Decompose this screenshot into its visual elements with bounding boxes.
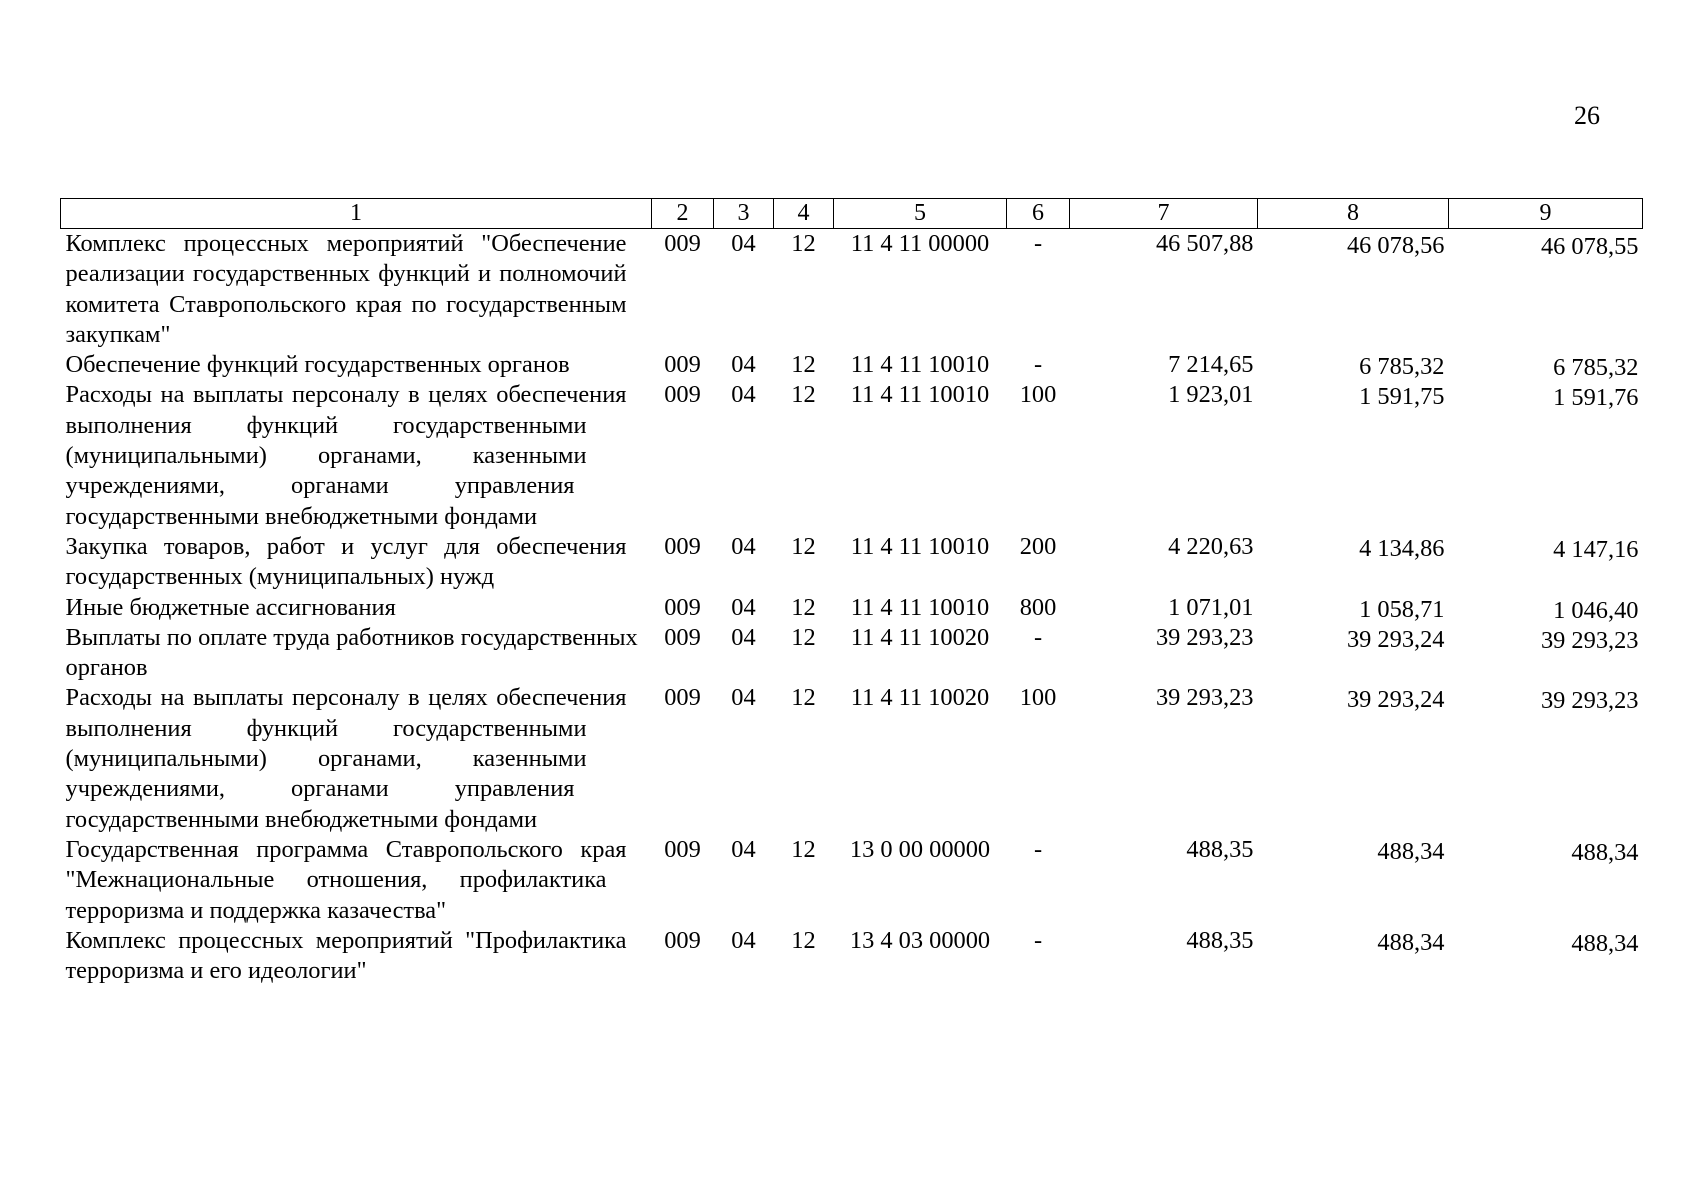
expense-type-code-cell: - <box>1033 351 1043 379</box>
description-line: Обеспечение функций государственных органов <box>65 351 570 379</box>
table-row <box>61 623 1643 684</box>
amount-col-8-cell: 488,34 <box>1377 837 1445 865</box>
amount-col-9-cell: 488,34 <box>1571 838 1639 866</box>
description-line: Закупка товаров, работ и услуг для обеспечения <box>65 532 627 560</box>
subsection-code-cell: 12 <box>791 351 816 379</box>
header-cell: 2 <box>652 199 714 229</box>
description-line: Комплекс процессных мероприятий "Обеспечение <box>65 230 627 257</box>
expense-type-code-cell: - <box>1033 623 1043 651</box>
section-code-cell: 04 <box>731 835 756 863</box>
amount-col-9-cell: 39 293,23 <box>1540 626 1639 654</box>
department-code-cell: 009 <box>664 230 701 257</box>
amount-col-8-cell: 1 591,75 <box>1359 383 1445 411</box>
department-code-cell: 009 <box>664 623 701 651</box>
target-item-code-cell: 13 4 03 00000 <box>849 926 991 954</box>
header-cell: 6 <box>1007 199 1070 229</box>
amount-col-9-cell: 488,34 <box>1571 929 1639 957</box>
amount-col-7-cell: 488,35 <box>1186 926 1254 954</box>
description-cell <box>61 835 652 926</box>
target-item-code-cell: 11 4 11 10010 <box>850 351 990 379</box>
amount-col-7-cell: 39 293,23 <box>1155 623 1254 651</box>
description-line: выполнения функций государственными <box>65 714 587 742</box>
header-cell: 8 <box>1258 199 1449 229</box>
table-body <box>61 199 1643 987</box>
section-code-cell: 04 <box>731 623 756 651</box>
department-code-cell: 009 <box>664 684 701 712</box>
expense-type-code-cell: 100 <box>1019 684 1057 712</box>
table-row <box>61 593 1643 623</box>
description-cell <box>61 683 652 834</box>
description-cell <box>61 380 652 531</box>
subsection-code-cell: 12 <box>791 835 816 863</box>
description-line: государственными внебюджетными фондами <box>65 805 538 833</box>
amount-col-9-cell: 46 078,55 <box>1540 233 1639 260</box>
amount-col-9-cell: 6 785,32 <box>1553 354 1639 382</box>
description-line: закупкам" <box>65 320 171 348</box>
amount-col-8-cell: 39 293,24 <box>1346 686 1445 714</box>
department-code-cell: 009 <box>664 926 701 954</box>
description-line: Расходы на выплаты персоналу в целях обеспечения <box>65 381 627 409</box>
target-item-code-cell: 11 4 11 00000 <box>850 230 990 257</box>
expense-type-code-cell: - <box>1033 926 1043 954</box>
description-line: (муниципальными) органами, казенными <box>65 745 587 773</box>
table-row <box>61 350 1643 380</box>
expense-type-code-cell: - <box>1033 230 1043 257</box>
description-cell <box>61 926 652 987</box>
amount-col-8-cell: 39 293,24 <box>1346 625 1445 653</box>
description-line: учреждениями, органами управления <box>65 775 575 803</box>
description-cell <box>61 350 652 380</box>
amount-col-9-cell: 4 147,16 <box>1553 535 1639 563</box>
target-item-code-cell: 11 4 11 10010 <box>850 381 990 409</box>
amount-col-8-cell: 4 134,86 <box>1359 534 1445 562</box>
description-line: учреждениями, органами управления <box>65 472 575 500</box>
department-code-cell: 009 <box>664 835 701 863</box>
description-line: "Межнациональные отношения, профилактика <box>65 866 607 894</box>
header-cell: 7 <box>1070 199 1258 229</box>
description-cell <box>61 593 652 623</box>
amount-col-8-cell: 46 078,56 <box>1346 232 1445 259</box>
section-code-cell: 04 <box>731 230 756 257</box>
expense-type-code-cell: 200 <box>1019 532 1057 560</box>
subsection-code-cell: 12 <box>791 230 816 257</box>
subsection-code-cell: 12 <box>791 593 816 621</box>
amount-col-7-cell: 1 923,01 <box>1168 381 1254 409</box>
description-line: (муниципальными) органами, казенными <box>65 442 587 470</box>
section-code-cell: 04 <box>731 593 756 621</box>
expense-type-code-cell: - <box>1033 835 1043 863</box>
table-row <box>61 683 1643 834</box>
amount-col-8-cell: 1 058,71 <box>1359 595 1445 623</box>
description-cell <box>61 532 652 593</box>
amount-col-9-cell: 39 293,23 <box>1540 687 1639 715</box>
amount-col-7-cell: 46 507,88 <box>1155 230 1254 257</box>
header-cell: 9 <box>1449 199 1643 229</box>
description-line: терроризма и его идеологии" <box>65 957 367 985</box>
subsection-code-cell: 12 <box>791 381 816 409</box>
target-item-code-cell: 11 4 11 10010 <box>850 593 990 621</box>
amount-col-9-cell: 1 046,40 <box>1553 596 1639 624</box>
amount-col-7-cell: 7 214,65 <box>1168 351 1254 379</box>
description-cell <box>61 623 652 684</box>
header-cell: 5 <box>834 199 1007 229</box>
amount-col-7-cell: 4 220,63 <box>1168 532 1254 560</box>
section-code-cell: 04 <box>731 926 756 954</box>
table-row <box>61 926 1643 987</box>
section-code-cell: 04 <box>731 381 756 409</box>
department-code-cell: 009 <box>664 532 701 560</box>
amount-col-7-cell: 1 071,01 <box>1168 593 1254 621</box>
header-cell: 1 <box>61 199 652 229</box>
target-item-code-cell: 11 4 11 10020 <box>850 684 990 712</box>
subsection-code-cell: 12 <box>791 926 816 954</box>
department-code-cell: 009 <box>664 381 701 409</box>
header-cell: 3 <box>714 199 774 229</box>
target-item-code-cell: 11 4 11 10010 <box>850 532 990 560</box>
description-line: Выплаты по оплате труда работников государственных <box>65 623 638 651</box>
description-line: Государственная программа Ставропольского края <box>65 835 627 863</box>
table-row <box>61 532 1643 593</box>
subsection-code-cell: 12 <box>791 684 816 712</box>
amount-col-8-cell: 488,34 <box>1377 928 1445 956</box>
page-number: 26 <box>1574 101 1600 130</box>
target-item-code-cell: 13 0 00 00000 <box>849 835 991 863</box>
description-line: Комплекс процессных мероприятий "Профилактика <box>65 926 627 954</box>
description-cell <box>61 229 652 351</box>
description-line: терроризма и поддержка казачества" <box>65 896 447 924</box>
description-line: Иные бюджетные ассигнования <box>65 593 396 621</box>
description-line: комитета Ставропольского края по государственным <box>65 290 627 318</box>
description-line: органов <box>65 654 148 682</box>
amount-col-7-cell: 39 293,23 <box>1155 684 1254 712</box>
subsection-code-cell: 12 <box>791 532 816 560</box>
target-item-code-cell: 11 4 11 10020 <box>850 623 990 651</box>
header-cell: 4 <box>774 199 834 229</box>
table-header-row <box>61 199 1643 229</box>
department-code-cell: 009 <box>664 351 701 379</box>
amount-col-7-cell: 488,35 <box>1186 835 1254 863</box>
section-code-cell: 04 <box>731 532 756 560</box>
section-code-cell: 04 <box>731 351 756 379</box>
table-row <box>61 835 1643 926</box>
table-row <box>61 229 1643 351</box>
budget-table <box>60 198 1643 986</box>
table-row <box>61 380 1643 531</box>
description-line: государственными внебюджетными фондами <box>65 502 538 530</box>
department-code-cell: 009 <box>664 593 701 621</box>
expense-type-code-cell: 100 <box>1019 381 1057 409</box>
section-code-cell: 04 <box>731 684 756 712</box>
description-line: государственных (муниципальных) нужд <box>65 563 495 591</box>
description-line: выполнения функций государственными <box>65 411 587 439</box>
description-line: реализации государственных функций и полномочий <box>65 260 627 288</box>
amount-col-9-cell: 1 591,76 <box>1553 384 1639 412</box>
expense-type-code-cell: 800 <box>1019 593 1057 621</box>
description-line: Расходы на выплаты персоналу в целях обеспечения <box>65 684 627 712</box>
amount-col-8-cell: 6 785,32 <box>1359 353 1445 381</box>
subsection-code-cell: 12 <box>791 623 816 651</box>
